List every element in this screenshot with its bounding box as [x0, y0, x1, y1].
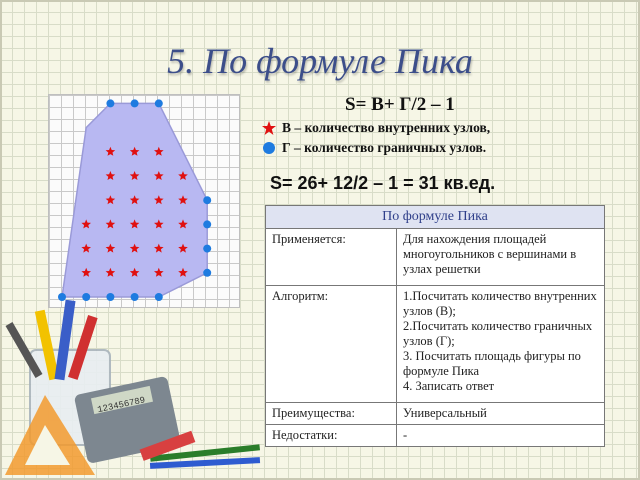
- table-row: [266, 229, 605, 286]
- table-row: [266, 425, 605, 447]
- table-row: [266, 403, 605, 425]
- row-value-applies: Для нахождения площадей многоугольников с вершинами в узлах решетки: [397, 229, 605, 286]
- pick-formula: S= В+ Г/2 – 1: [345, 94, 455, 115]
- boundary-node-dot: [131, 99, 139, 107]
- boundary-node-dot: [106, 99, 114, 107]
- row-key-applies: Применяется:: [266, 229, 397, 286]
- row-value-drawbacks: -: [397, 425, 605, 447]
- algorithm-step: 3. Посчитать площадь фигуры по формуле Пика: [403, 349, 581, 378]
- calculator-display: 123456789: [96, 395, 147, 416]
- boundary-node-dot: [155, 99, 163, 107]
- legend-interior-text: В – количество внутренних узлов,: [282, 120, 491, 135]
- table-row: [266, 286, 605, 403]
- boundary-node-dot: [203, 269, 211, 277]
- row-value-algorithm: [397, 286, 605, 403]
- algorithm-step: 1.Посчитать количество внутренних узлов (В);: [403, 289, 597, 318]
- algorithm-step: 2.Посчитать количество граничных узлов (Г);: [403, 319, 593, 348]
- pick-info-table: [265, 205, 605, 447]
- legend-boundary-text: Г – количество граничных узлов.: [282, 140, 487, 155]
- row-value-advantages: Универсальный: [397, 403, 605, 425]
- stationery-clipart: [0, 300, 270, 480]
- boundary-node-dot: [203, 220, 211, 228]
- boundary-node-dot: [203, 196, 211, 204]
- row-key-advantages: Преимущества:: [266, 403, 397, 425]
- slide-title: 5. По формуле Пика: [167, 41, 473, 81]
- area-result: S= 26+ 12/2 – 1 = 31 кв.ед.: [270, 173, 496, 193]
- row-key-drawbacks: Недостатки:: [266, 425, 397, 447]
- table-header: По формуле Пика: [266, 206, 605, 229]
- boundary-node-dot: [203, 245, 211, 253]
- row-key-algorithm: Алгоритм:: [266, 286, 397, 403]
- algorithm-step: 4. Записать ответ: [403, 379, 495, 393]
